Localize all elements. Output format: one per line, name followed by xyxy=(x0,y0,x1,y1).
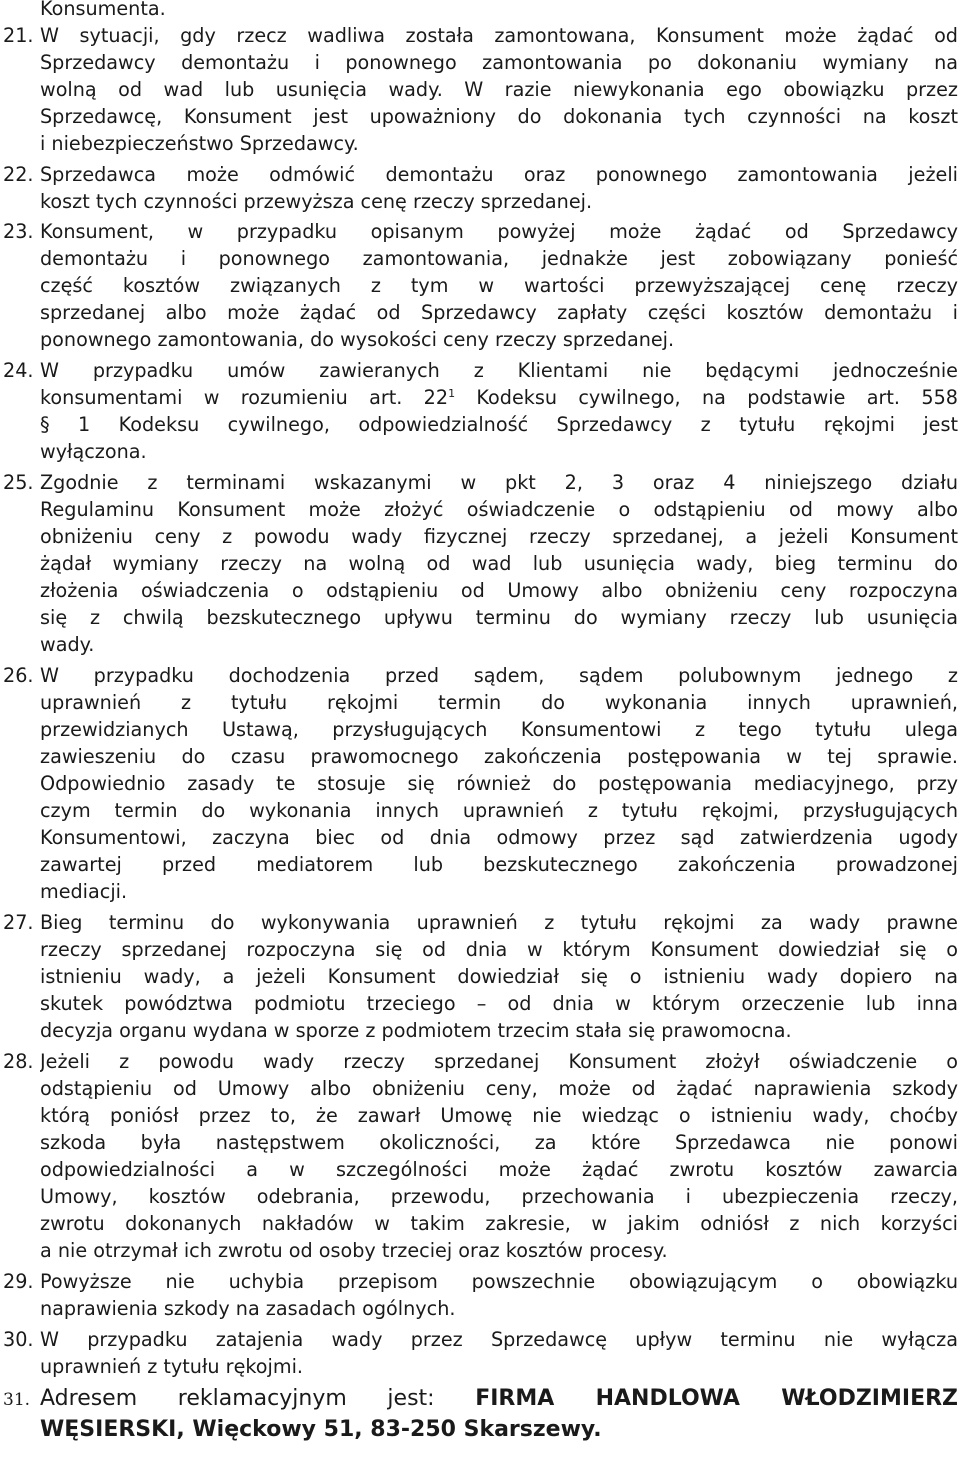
paragraph-line: obniżeniu ceny z powodu wady fizycznej rzeczy sprzedanej, a jeżeli Konsument xyxy=(40,525,958,548)
paragraph-line: mediacji. xyxy=(40,880,128,903)
item-number: 31. xyxy=(3,1390,31,1410)
paragraph-line: istnieniu wady, a jeżeli Konsument dowiedział się o istnieniu wady dopiero na xyxy=(40,965,958,988)
paragraph-line: Jeżeli z powodu wady rzeczy sprzedanej Konsument złożył oświadczenie o xyxy=(40,1050,958,1073)
paragraph-line: żądał wymiany rzeczy na wolną od wad lub usunięcia wady, bieg terminu do xyxy=(40,552,958,575)
item-number: 24. xyxy=(3,359,34,382)
paragraph-line: wyłączona. xyxy=(40,440,147,463)
paragraph-line: uprawnień z tytułu rękojmi termin do wykonania innych uprawnień, xyxy=(40,691,958,714)
paragraph-line: Regulaminu Konsument może złożyć oświadczenie o odstąpieniu od mowy albo xyxy=(40,498,958,521)
paragraph-line: przewidzianych Ustawą, przysługujących Konsumentowi z tego tytułu ulega xyxy=(40,718,958,741)
paragraph-line: rzeczy sprzedanej rozpoczyna się od dnia w którym Konsument dowiedział się o xyxy=(40,938,958,961)
paragraph-line: Konsumenta. xyxy=(40,0,166,20)
company-address: WĘSIERSKI, Więckowy 51, 83-250 Skarszewy. xyxy=(40,1417,602,1442)
superscript: 1 xyxy=(448,387,456,400)
item-number: 21. xyxy=(3,24,34,47)
paragraph-line: zwrotu dokonanych nakładów w takim zakresie, w jakim odniósł z nich korzyści xyxy=(40,1212,958,1235)
paragraph-line: § 1 Kodeksu cywilnego, odpowiedzialność Sprzedawcy z tytułu rękojmi jest xyxy=(40,413,958,436)
paragraph-line: koszt tych czynności przewyższa cenę rzeczy sprzedanej. xyxy=(40,190,593,213)
paragraph-line: Powyższe nie uchybia przepisom powszechnie obowiązującym o obowiązku xyxy=(40,1270,958,1293)
paragraph-line: uprawnień z tytułu rękojmi. xyxy=(40,1355,303,1378)
paragraph-line: W przypadku zatajenia wady przez Sprzedawcę upływ terminu nie wyłącza xyxy=(40,1328,958,1351)
item-number: 29. xyxy=(3,1270,34,1293)
paragraph-line: szkoda była następstwem okoliczności, za które Sprzedawca nie ponowi xyxy=(40,1131,958,1154)
paragraph-line: W przypadku dochodzenia przed sądem, sądem polubownym jednego z xyxy=(40,664,958,687)
item-number: 27. xyxy=(3,911,34,934)
item-number: 26. xyxy=(3,664,34,687)
paragraph-line: a nie otrzymał ich zwrotu od osoby trzeciej oraz kosztów procesy. xyxy=(40,1239,668,1262)
paragraph-line: demontażu i ponownego zamontowania, jednakże jest zobowiązany ponieść xyxy=(40,247,958,270)
paragraph-line: Odpowiednio zasady te stosuje się również do postępowania mediacyjnego, przy xyxy=(40,772,958,795)
item-number: 30. xyxy=(3,1328,34,1351)
text-run: konsumentami w rozumieniu art. 22 xyxy=(40,386,449,409)
paragraph-line: Konsument, w przypadku opisanym powyżej może żądać od Sprzedawcy xyxy=(40,220,958,243)
paragraph-line: wady. xyxy=(40,633,95,656)
paragraph-line: Bieg terminu do wykonywania uprawnień z tytułu rękojmi za wady prawne xyxy=(40,911,958,934)
paragraph-line: zawartej przed mediatorem lub bezskutecznego zakończenia prowadzonej xyxy=(40,853,958,876)
paragraph-line: sprzedanej albo może żądać od Sprzedawcy zapłaty części kosztów demontażu i xyxy=(40,301,958,324)
paragraph-line: Sprzedawcę, Konsument jest upoważniony do dokonania tych czynności na koszt xyxy=(40,105,958,128)
paragraph-line xyxy=(40,1384,958,1414)
paragraph-line: czym termin do wykonania innych uprawnień z tytułu rękojmi, przysługujących xyxy=(40,799,958,822)
paragraph-line: Zgodnie z terminami wskazanymi w pkt 2, 3 oraz 4 niniejszego działu xyxy=(40,471,958,494)
item-number: 22. xyxy=(3,163,34,186)
text-run: Kodeksu cywilnego, na podstawie art. 558 xyxy=(455,386,958,409)
paragraph-line: naprawienia szkody na zasadach ogólnych. xyxy=(40,1297,456,1320)
paragraph-line: wolną od wad lub usunięcia wady. W razie niewykonania ego obowiązku przez xyxy=(40,78,958,101)
paragraph-line: którą poniósł przez to, że zawarł Umowę nie wiedząc o istnieniu wady, choćby xyxy=(40,1104,958,1127)
paragraph-line: złożenia oświadczenia o odstąpieniu od Umowy albo obniżeniu ceny rozpoczyna xyxy=(40,579,958,602)
paragraph-line: ponownego zamontowania, do wysokości ceny rzeczy sprzedanej. xyxy=(40,328,675,351)
paragraph-line: W sytuacji, gdy rzecz wadliwa została zamontowana, Konsument może żądać od xyxy=(40,24,958,47)
paragraph-line: Konsumentowi, zaczyna biec od dnia odmowy przez sąd zatwierdzenia ugody xyxy=(40,826,958,849)
paragraph-line: odstąpieniu od Umowy albo obniżeniu ceny, może od żądać naprawienia szkody xyxy=(40,1077,958,1100)
paragraph-line: i niebezpieczeństwo Sprzedawcy. xyxy=(40,132,359,155)
paragraph-line: część kosztów związanych z tym w wartości przewyższającej cenę rzeczy xyxy=(40,274,958,297)
item-number: 28. xyxy=(3,1050,34,1073)
text-run: Adresem reklamacyjnym jest: xyxy=(40,1386,476,1411)
item-number: 25. xyxy=(3,471,34,494)
paragraph-line: Sprzedawcy demontażu i ponownego zamontowania po dokonaniu wymiany na xyxy=(40,51,958,74)
item-number: 23. xyxy=(3,220,34,243)
paragraph-line xyxy=(40,384,958,411)
paragraph-line: się z chwilą bezskutecznego upływu terminu do wymiany rzeczy lub usunięcia xyxy=(40,606,958,629)
paragraph-line: decyzja organu wydana w sporze z podmiotem trzecim stała się prawomocna. xyxy=(40,1019,792,1042)
paragraph-line: Umowy, kosztów odebrania, przewodu, przechowania i ubezpieczenia rzeczy, xyxy=(40,1185,958,1208)
paragraph-line: zawieszeniu do czasu prawomocnego zakończenia postępowania w tej sprawie. xyxy=(40,745,958,768)
paragraph-line: Sprzedawca może odmówić demontażu oraz ponownego zamontowania jeżeli xyxy=(40,163,958,186)
paragraph-line: skutek powództwa podmiotu trzeciego – od dnia w którym orzeczenie lub inna xyxy=(40,992,958,1015)
paragraph-line: W przypadku umów zawieranych z Klientami nie będącymi jednocześnie xyxy=(40,359,958,382)
company-name: FIRMA HANDLOWA WŁODZIMIERZ xyxy=(475,1386,958,1411)
paragraph-line: odpowiedzialności a w szczególności może żądać zwrotu kosztów zawarcia xyxy=(40,1158,958,1181)
